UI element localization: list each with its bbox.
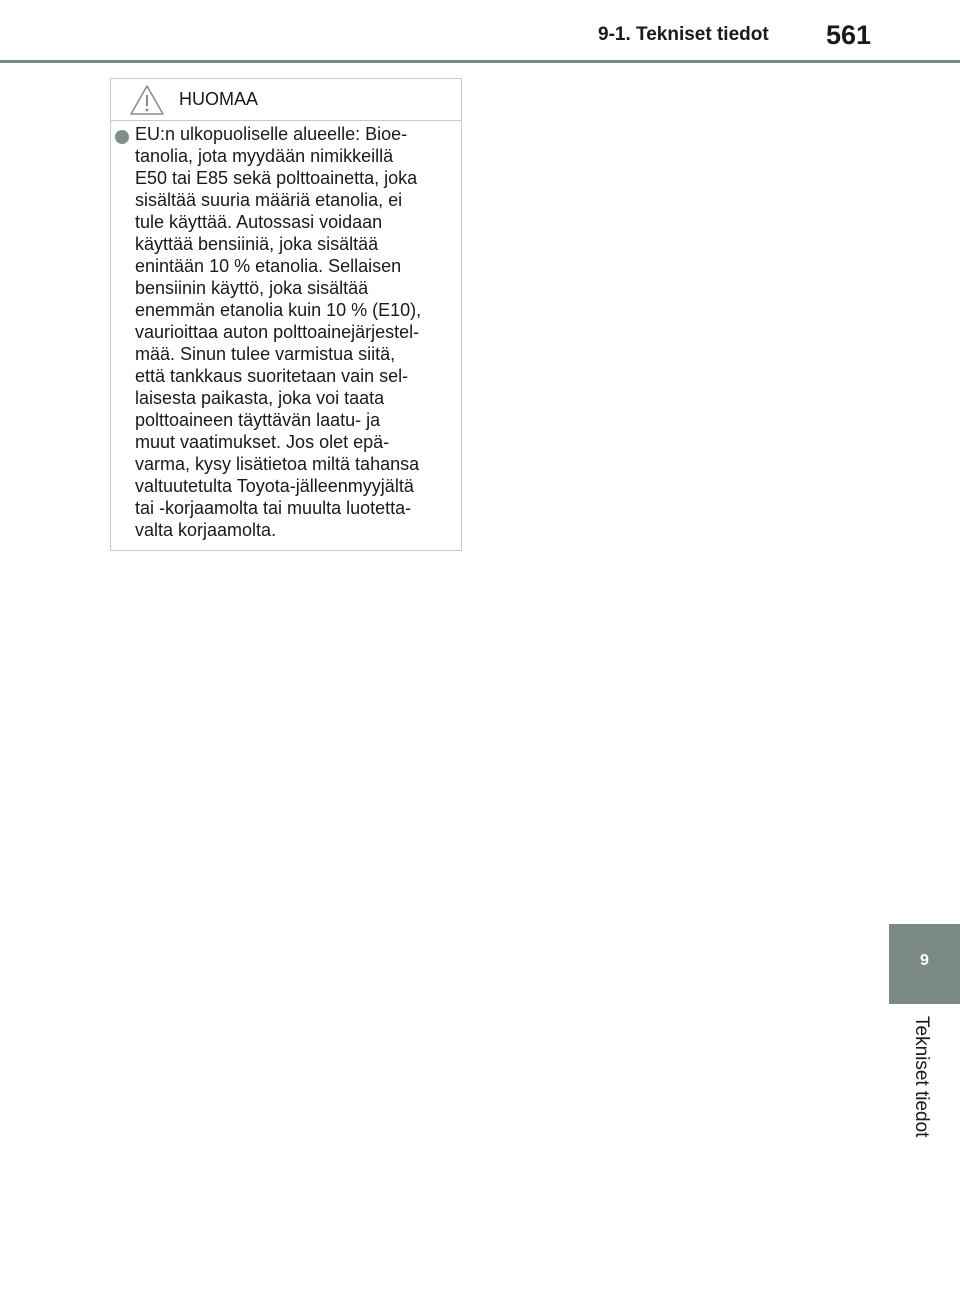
page-number: 561	[826, 20, 872, 50]
header-section-title: 9-1. Tekniset tiedot	[598, 24, 769, 45]
header-divider	[0, 60, 960, 63]
notice-box	[110, 78, 462, 551]
chapter-label: Tekniset tiedot	[911, 1016, 932, 1138]
notice-text: EU:n ulkopuoliselle alueelle: Bioe- tanolia, jota myydään nimikkeillä E50 tai E85 sekä polttoainetta, joka sisältää suuria määriä etanolia, ei tule käyttää. Autossasi voidaan käyttää bensiiniä, joka sisältää enintään 10 % etanolia. Sellaisen bensiinin käyttö, joka sisältää enemmän etanolia kuin 10 % (E10), vaurioittaa auton polttoainejärjestel- mää. Sinun tulee varmistua siitä, että tankkaus suoritetaan vain sel- laisesta paikasta, joka voi taata polttoaineen täyttävän laatu- ja muut vaatimukset. Jos olet epä- varma, kysy lisätietoa miltä tahansa valtuutetulta Toyota-jälleenmyyjältä tai -korjaamolta tai muulta luotetta- valta korjaamolta.	[135, 124, 422, 540]
chapter-tab	[889, 924, 960, 1004]
warning-triangle-icon	[129, 84, 165, 116]
notice-label: HUOMAA	[179, 89, 259, 109]
chapter-number: 9	[920, 952, 929, 969]
bullet-icon	[115, 130, 129, 144]
notice-header	[111, 79, 461, 121]
